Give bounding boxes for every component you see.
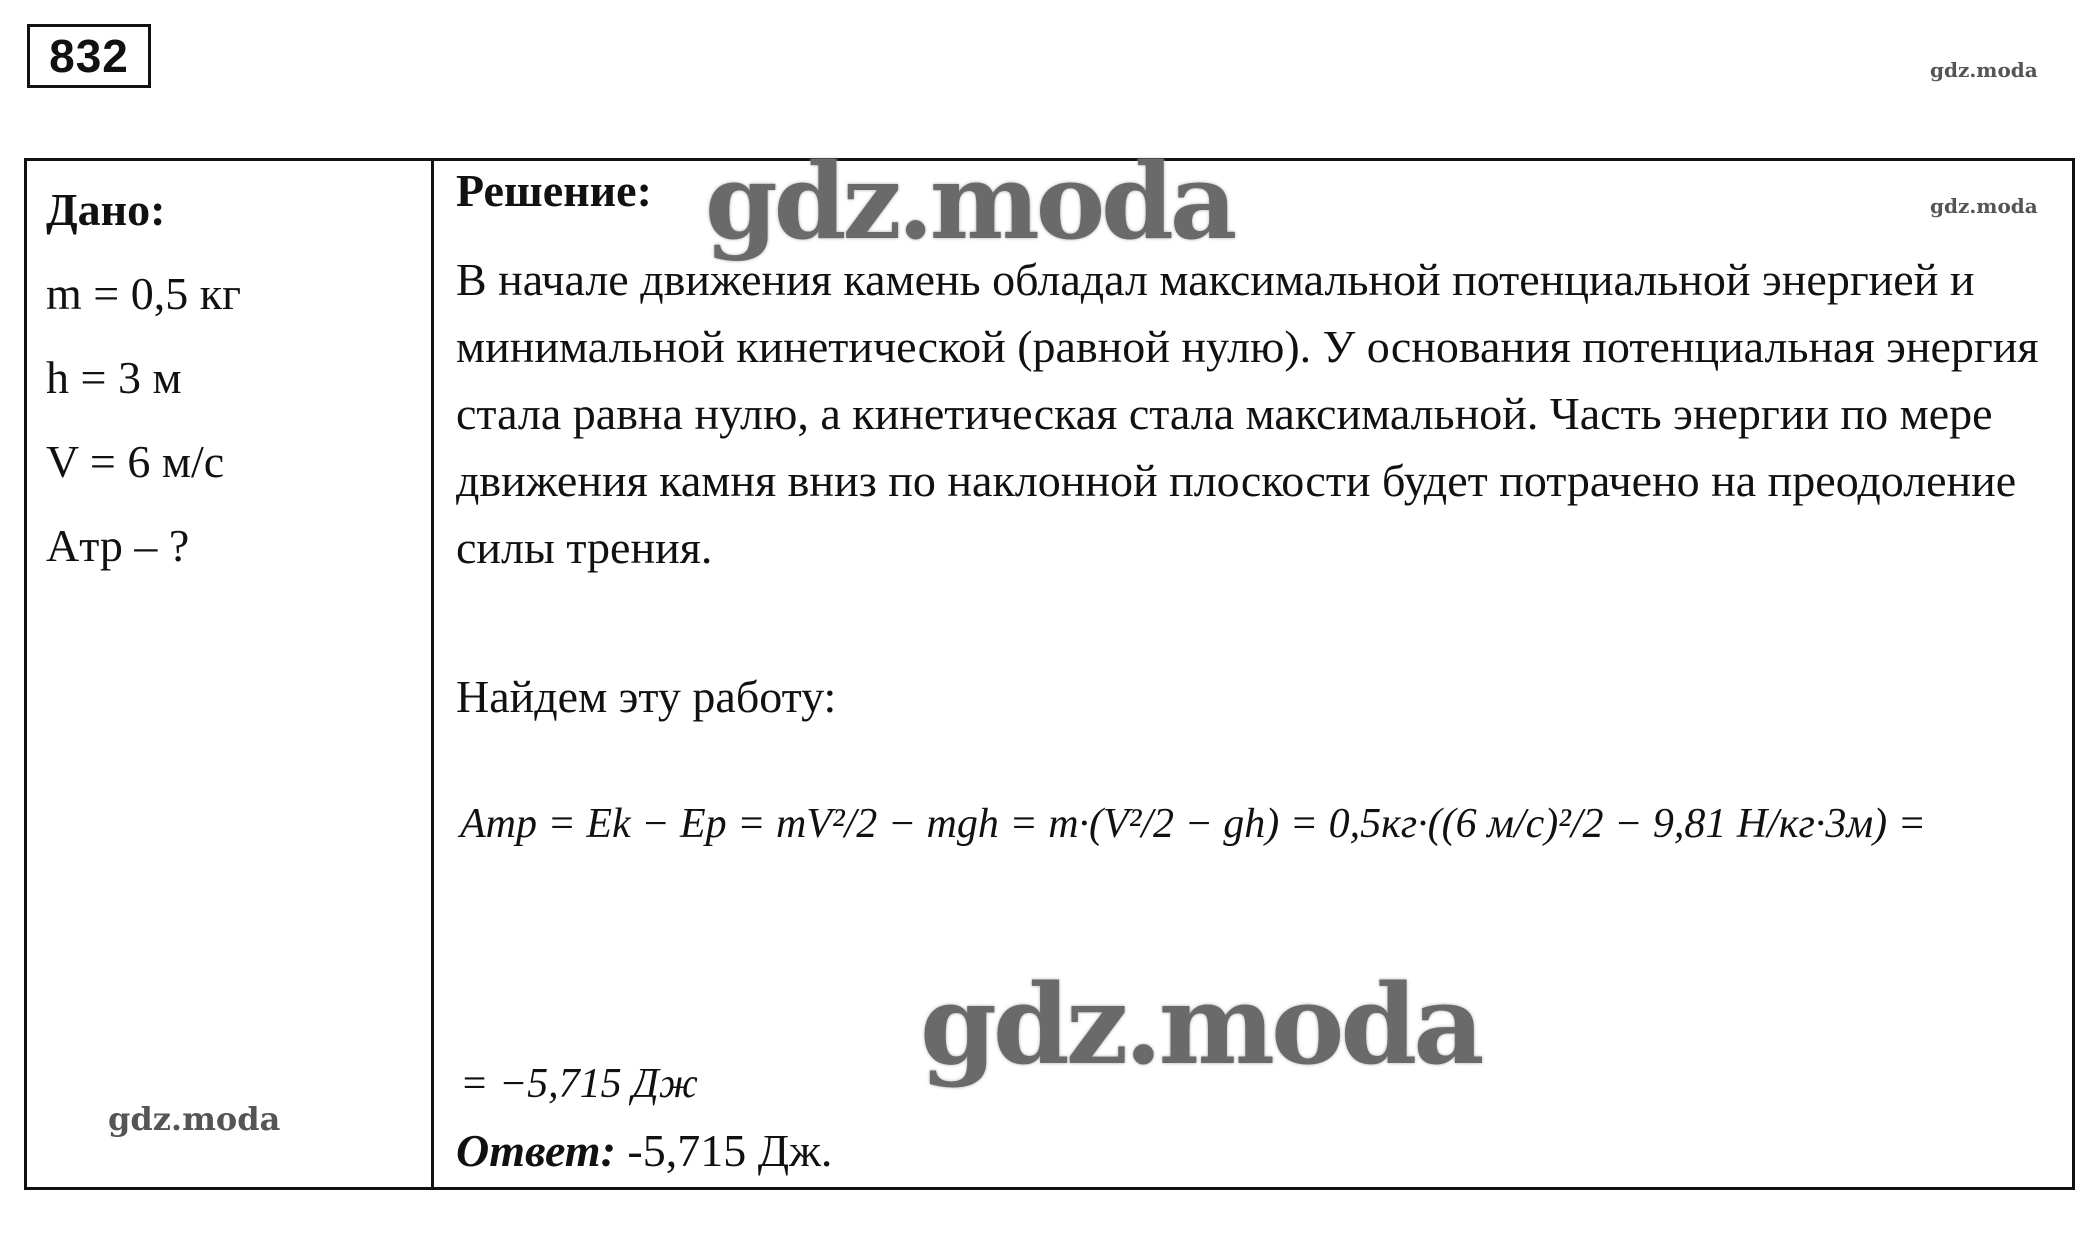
answer-label: Ответ: xyxy=(456,1125,616,1176)
given-column xyxy=(46,168,241,588)
watermark-top-right: gdz.moda xyxy=(1930,58,2038,82)
problem-number: 832 xyxy=(27,24,151,88)
solution-header: Решение: xyxy=(456,165,652,216)
watermark-large-top: gdz.moda xyxy=(705,140,1234,263)
watermark-bottom-left: gdz.moda xyxy=(108,1100,281,1138)
watermark-mid-right: gdz.moda xyxy=(1930,194,2038,218)
given-header: Дано: xyxy=(46,184,166,235)
work-formula: Aтр = Ek − Ep = mV²/2 − mgh = m·(V²/2 − gh) = 0,5кг·((6 м/с)²/2 − 9,81 Н/кг·3м) = xyxy=(460,801,1927,847)
answer-line xyxy=(456,1124,832,1177)
work-result: = −5,715 Дж xyxy=(460,1061,698,1107)
given-velocity: V = 6 м/с xyxy=(46,436,225,487)
given-height: h = 3 м xyxy=(46,352,182,403)
answer-value: -5,715 Дж. xyxy=(615,1125,833,1176)
given-unknown: Aтр – ? xyxy=(46,520,190,571)
find-line: Найдем эту работу: xyxy=(456,671,837,722)
watermark-large-center: gdz.moda xyxy=(920,960,1481,1089)
column-divider xyxy=(431,158,434,1190)
solution-paragraph: В начале движения камень обладал максимальной потенциальной энергией и минимальной кинетической (равной нулю). У основания потенциальная энергия стала равна нулю, а кинетическая стала максимальной. Часть энергии по мере движения камня вниз по наклонной плоскости будет потрачено на преодоление силы трения. xyxy=(456,254,2039,573)
given-mass: m = 0,5 кг xyxy=(46,268,241,319)
